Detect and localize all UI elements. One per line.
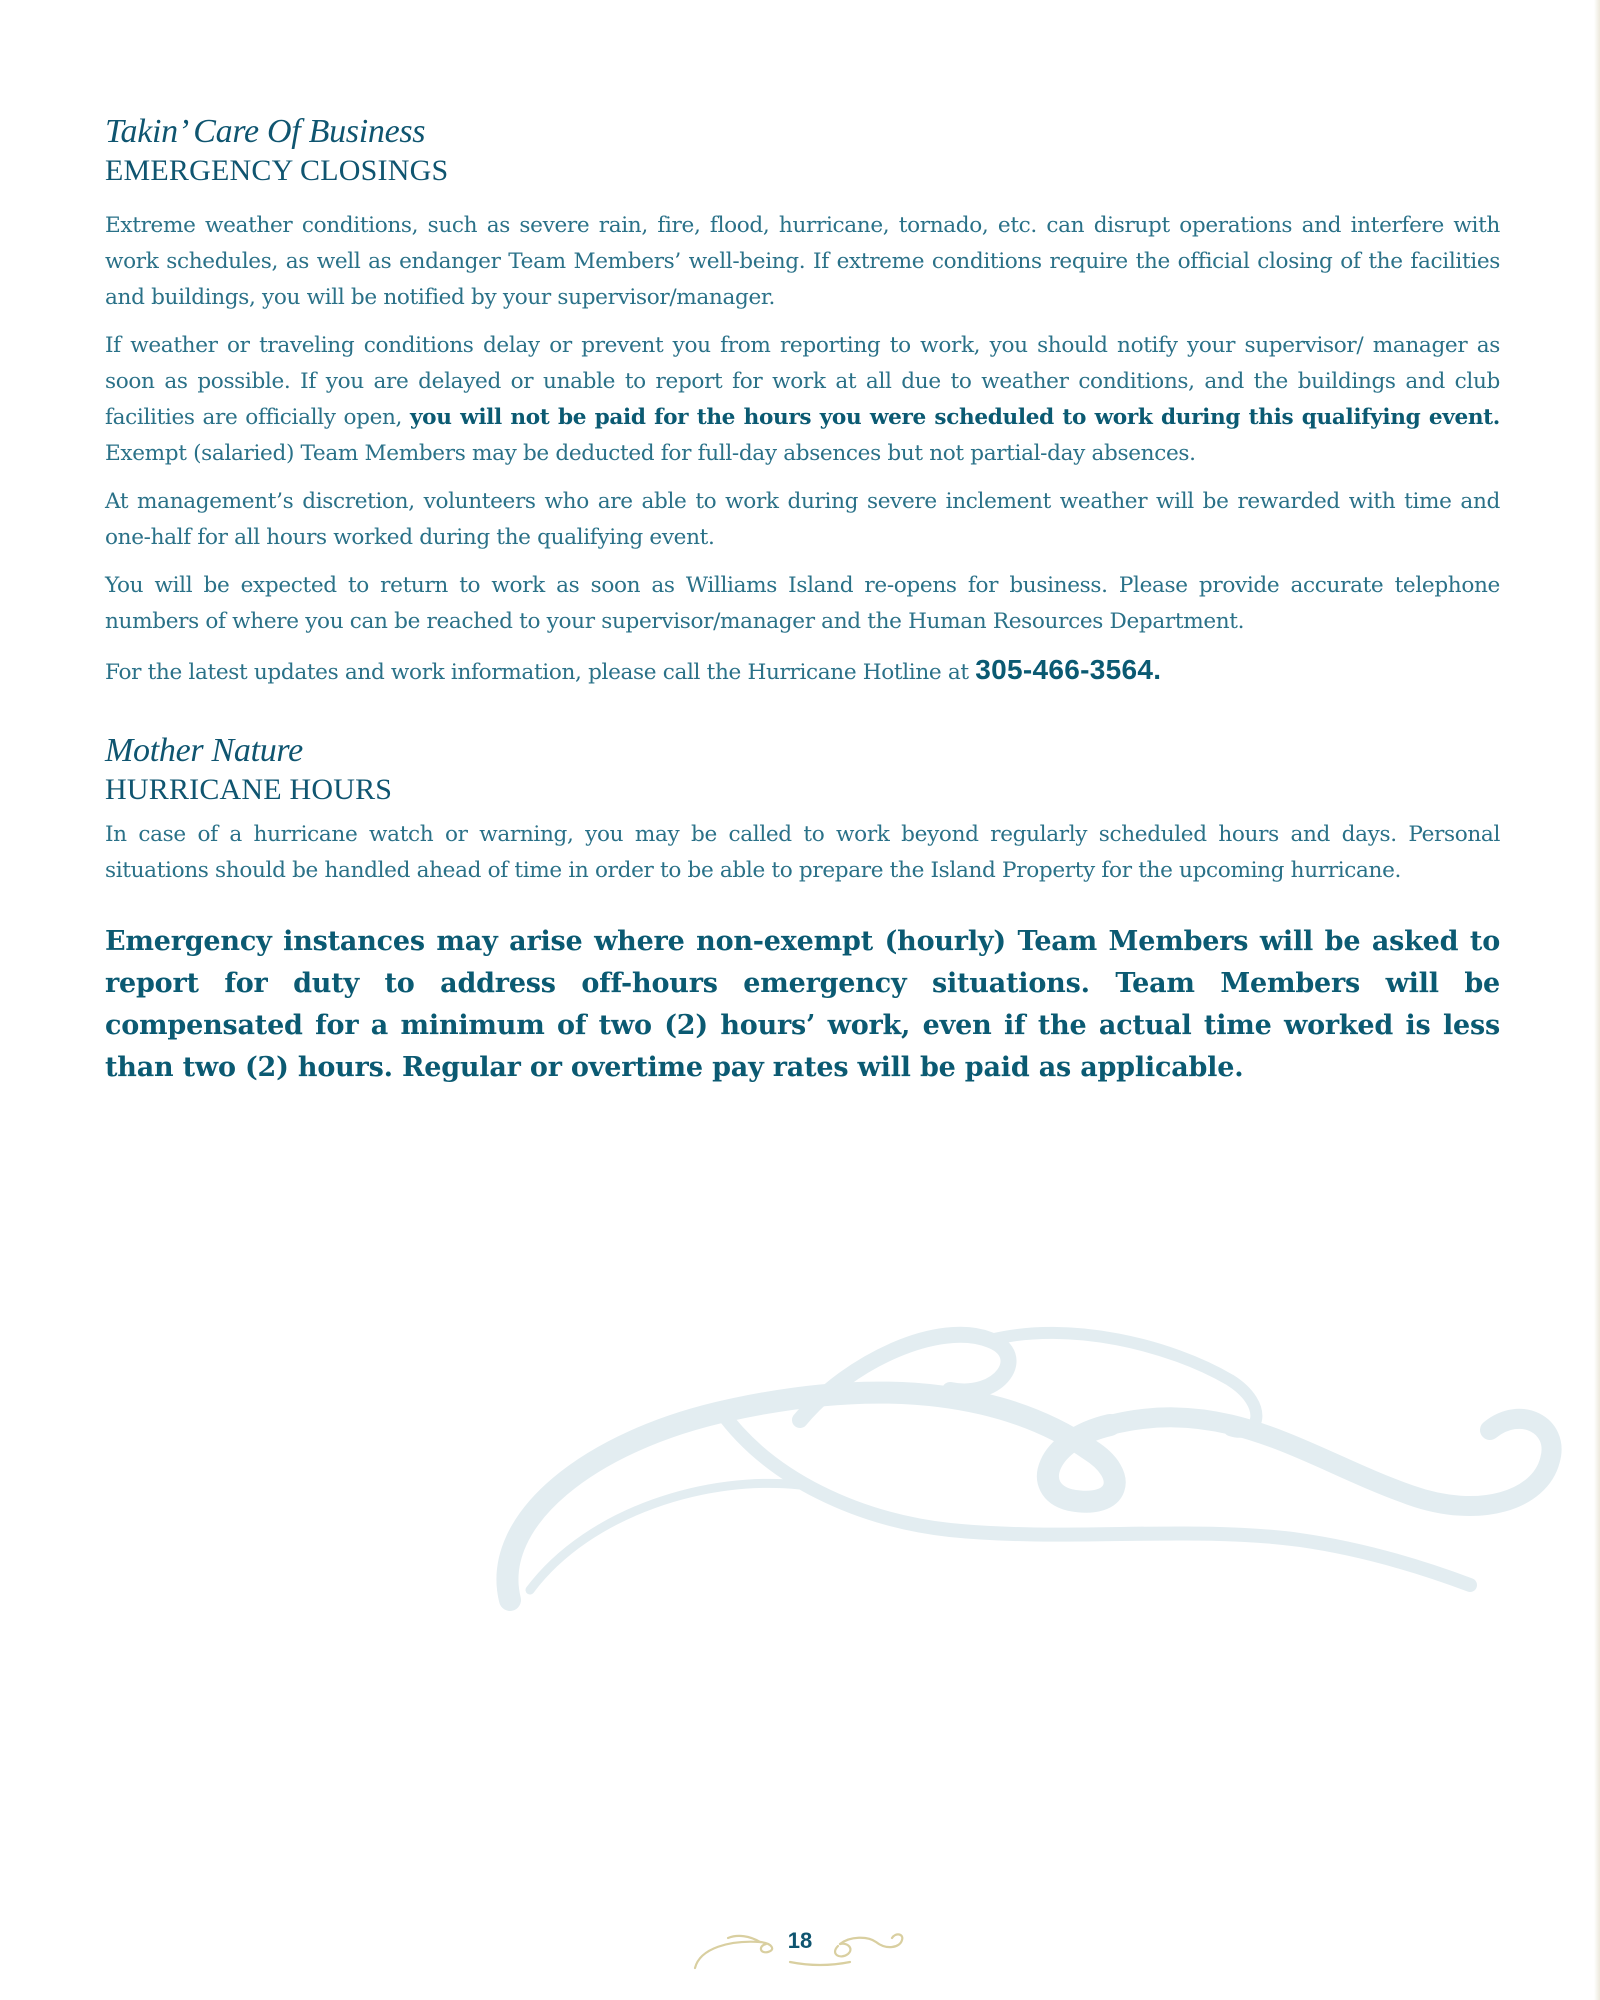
paragraph-hurricane-watch: In case of a hurricane watch or warning, you may be called to work beyond regularly scheduled hours and days. Personal situations should be handled ahead of time in order to be able to prepare the Island Property for the upcoming hurricane. bbox=[105, 822, 1500, 883]
section-title-emergency-closings: EMERGENCY CLOSINGS bbox=[105, 154, 449, 187]
paragraph-return-to-work: You will be expected to return to work as soon as Williams Island re-opens for business. Please provide accurate telephone numbers of where you can be reached to your supervisor/manager and the Human Resources Department. bbox=[105, 573, 1500, 634]
emergency-callout: Emergency instances may arise where non-exempt (hourly) Team Members will be asked to report for duty to address off-hours emergency situations. Team Members will be compensated for a minimum of two (2) hours’ work, even if the actual time worked is less than two (2) hours. Regular or overtime pay rates will be paid as applicable. bbox=[105, 926, 1500, 1083]
paragraph-extreme-weather: Extreme weather conditions, such as severe rain, fire, flood, hurricane, tornado, etc. can disrupt operations and interfere with work schedules, as well as endanger Team Members’ well-being. If extreme conditions require the official closing of the facilities and buildings, you will be notified by your supervisor/manager. bbox=[105, 213, 1500, 310]
page-number: 18 bbox=[787, 1928, 813, 1953]
hotline-phone-number: 305-466-3564. bbox=[975, 654, 1162, 685]
swirl-ornament-icon bbox=[470, 1300, 1580, 1630]
paragraph-reporting-delay-part-b: Exempt (salaried) Team Members may be deducted for full-day absences but not partial-day absences. bbox=[105, 441, 1196, 466]
page-edge bbox=[1594, 0, 1600, 2000]
section-subtitle-mother-nature: Mother Nature bbox=[105, 732, 303, 769]
section-hurricane-hours bbox=[105, 731, 1500, 1089]
section-subtitle-emergency: Takin’ Care Of Business bbox=[105, 113, 426, 150]
unpaid-hours-notice: you will not be paid for the hours you were scheduled to work during this qualifying event. bbox=[409, 405, 1500, 430]
hotline-text: For the latest updates and work information, please call the Hurricane Hotline at bbox=[105, 660, 976, 685]
paragraph-hotline bbox=[105, 652, 1500, 691]
section-title-hurricane-hours: HURRICANE HOURS bbox=[105, 773, 393, 806]
page-footer bbox=[690, 1918, 910, 1974]
page-content bbox=[105, 112, 1500, 1089]
paragraph-reporting-delay-part-a: If weather or traveling conditions delay or prevent you from reporting to work, you should notify your supervisor/ manager as soon as possible. If you are delayed or unable to report for work at all due to weather conditions, and the buildings and club facilities are officially open, bbox=[105, 333, 1500, 430]
paragraph-volunteers: At management’s discretion, volunteers who are able to work during severe inclement weather will be rewarded with time and one-half for all hours worked during the qualifying event. bbox=[105, 489, 1500, 550]
paragraph-reporting-delay bbox=[105, 328, 1500, 472]
